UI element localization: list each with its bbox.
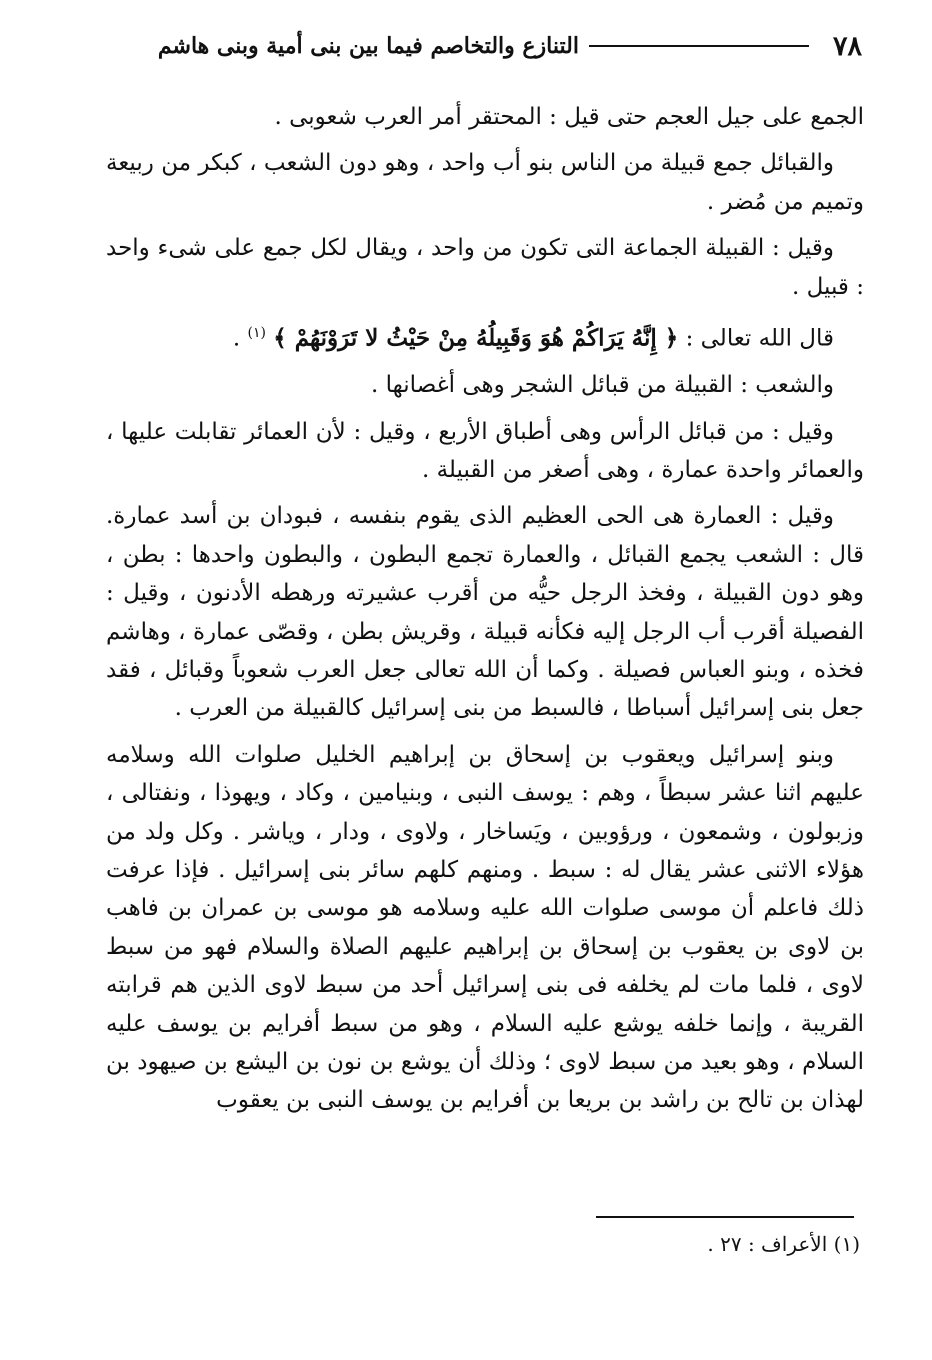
quote-end: . [232, 325, 248, 352]
paragraph-5: والشعب : القبيلة من قبائل الشجر وهى أغصانها . [371, 372, 834, 399]
running-title: التنازع والتخاصم فيما بين بنى أمية وبنى هاشم [157, 33, 579, 59]
header-rule [589, 45, 809, 47]
paragraph-7: وقيل : العمارة هى الحى العظيم الذى يقوم بنفسه ، فبودان بن أسد عمارة. قال : الشعب يجمع القبائل ، والعمارة تجمع البطون ، والبطون واحدها : بطن ، وهو دون القبيلة ، وفخذ الرجل حيُّه من أقرب عشيرته ورهطه الأدنون ، وقيل : الفصيلة أقرب أب الرجل إليه فكأنه قبيلة ، وقريش بطن ، وقصّى عمارة ، وهاشم فخذه ، وبنو العباس فصيلة . وكما أن الله تعالى جعل العرب شعوباً وقبائل ، فقد جعل بنى إسرائيل أسباطا ، فالسبط من بنى إسرائيل كالقبيلة من العرب . [106, 503, 864, 722]
page-number: ٧٨ [832, 30, 862, 62]
paragraph-1: الجمع على جيل العجم حتى قيل : المحتقر أمر العرب شعوبى . [274, 104, 864, 130]
paragraph-2: والقبائل جمع قبيلة من الناس بنو أب واحد ، وهو دون الشعب ، كبكر من ربيعة وتميم من مُضر . [106, 150, 864, 215]
paragraph-3: وقيل : القبيلة الجماعة التى تكون من واحد ، ويقال لكل جمع على شىء واحد : قبيل . [106, 235, 864, 300]
footnote-reference[interactable]: (١) [247, 325, 266, 342]
body-text [106, 98, 864, 1124]
quote-intro: قال الله تعالى : [678, 325, 834, 352]
running-head [108, 26, 862, 66]
paragraph-4 [106, 314, 864, 358]
footnote-rule [596, 1216, 854, 1218]
paragraph-6: وقيل : من قبائل الرأس وهى أطباق الأربع ، وقيل : لأن العمائر تقابلت عليها ، والعمائر واحدة عمارة ، وهى أصغر من القبيلة . [106, 418, 864, 483]
footnote: (١) الأعراف : ٢٧ . [707, 1232, 860, 1256]
paragraph-8: وبنو إسرائيل ويعقوب بن إسحاق بن إبراهيم الخليل صلوات الله وسلامه عليهم اثنا عشر سبطاً ، وهم : يوسف النبى ، وبنيامين ، وكاد ، ويهوذا ، ونفتالى ، وزبولون ، وشمعون ، ورؤوبين ، ويَساخار ، ولاوى ، ودار ، وياشر . وكل ولد من هؤلاء الاثنى عشر يقال له : سبط . ومنهم كلهم سائر بنى إسرائيل . فإذا عرفت ذلك فاعلم أن موسى صلوات الله عليه وسلامه هو موسى بن عمران بن فاهب بن لاوى بن يعقوب بن إسحاق بن إبراهيم عليهم الصلاة والسلام فهو من سبط لاوى ، فلما مات لم يخلفه فى بنى إسرائيل أحد من سبط لاوى الذين هم قرابته القريبة ، وإنما خلفه يوشع عليه السلام ، وهو من سبط أفرايم بن يوسف عليه السلام ، وهو بعيد من سبط لاوى ؛ وذلك أن يوشع بن نون بن اليشع بن صيهود بن لهذان بن تالح بن راشد بن بريعا بن أفرايم بن يوسف النبى بن يعقوب [106, 741, 864, 1114]
quran-verse: ﴿ إِنَّهُ يَرَاكُمْ هُوَ وَقَبِيلُهُ مِنْ حَيْثُ لا تَرَوْنَهُمْ ﴾ [273, 324, 679, 352]
